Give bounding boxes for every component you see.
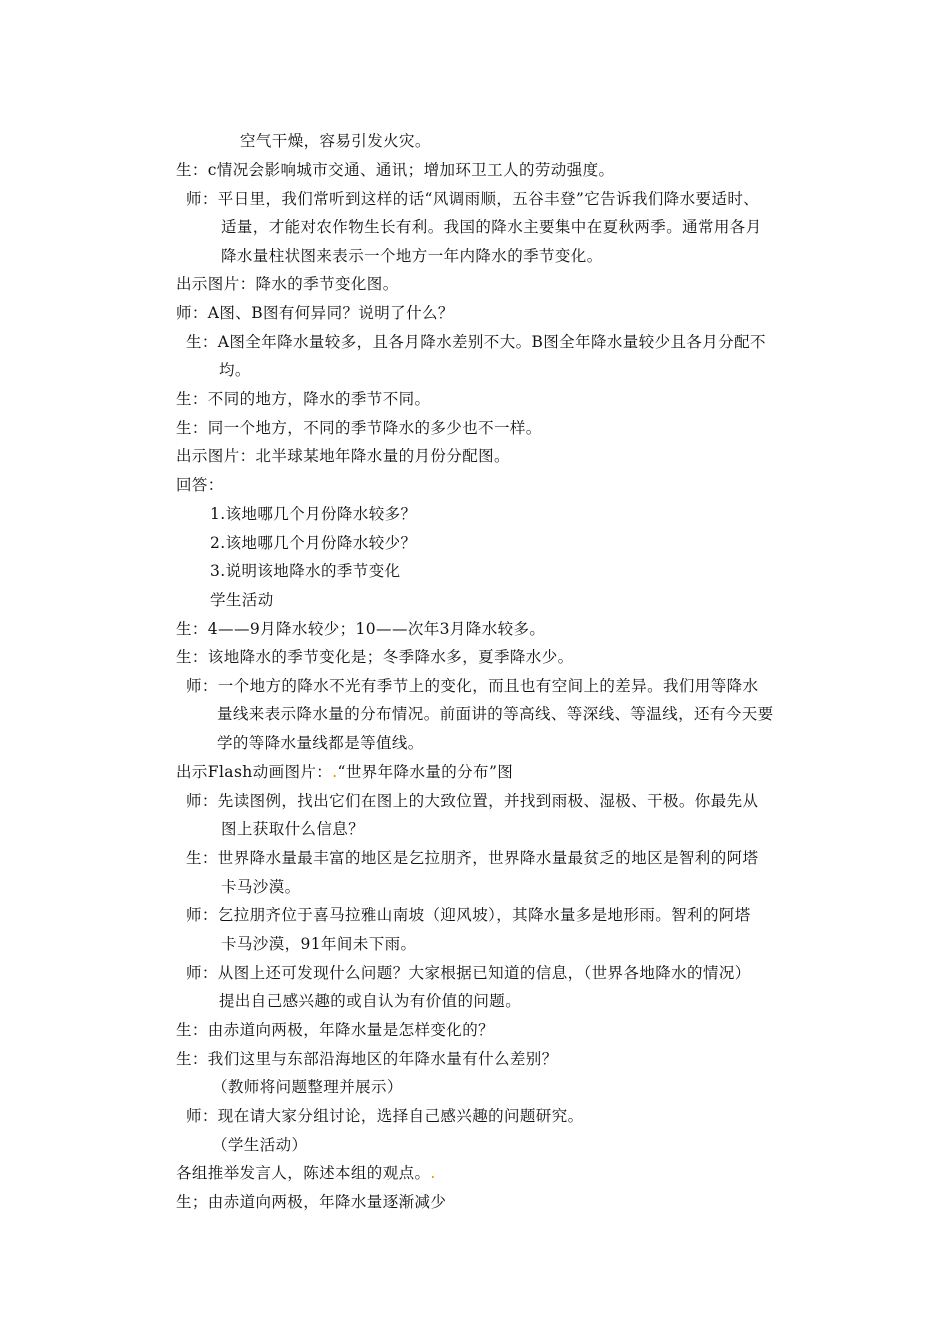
text-line (176, 1163, 436, 1183)
text-line: 适量，才能对农作物生长有利。我国的降水主要集中在夏秋两季。通常用各月 (221, 218, 762, 236)
text-line: 学生活动 (210, 591, 274, 609)
text-line: 师：现在请大家分组讨论，选择自己感兴趣的问题研究。 (186, 1107, 584, 1125)
text-line: 卡马沙漠。 (221, 878, 301, 896)
text-line: 生：我们这里与东部沿海地区的年降水量有什么差别？ (176, 1050, 558, 1068)
stray-mark: . (430, 1164, 436, 1182)
text-line: 生：该地降水的季节变化是；冬季降水多，夏季降水少。 (176, 648, 574, 666)
text-line: 师：乞拉朋齐位于喜马拉雅山南坡（迎风坡），其降水量多是地形雨。智利的阿塔 (186, 906, 751, 924)
text-line: 师：一个地方的降水不光有季节上的变化，而且也有空间上的差异。我们用等降水 (186, 677, 759, 695)
text-line: （学生活动） (212, 1136, 308, 1154)
text-line: 出示图片：北半球某地年降水量的月份分配图。 (176, 447, 510, 465)
text-line: 师：平日里，我们常听到这样的话“风调雨顺，五谷丰登”它告诉我们降水要适时、 (186, 190, 760, 208)
text-line: 生：不同的地方，降水的季节不同。 (176, 390, 431, 408)
text-line: 生：世界降水量最丰富的地区是乞拉朋齐，世界降水量最贫乏的地区是智利的阿塔 (186, 849, 759, 867)
text-line: （教师将问题整理并展示） (212, 1078, 403, 1096)
text-line: 回答： (176, 476, 224, 494)
text-line: 3.说明该地降水的季节变化 (210, 562, 401, 580)
text-line: 师：先读图例，找出它们在图上的大致位置，并找到雨极、湿极、干极。你最先从 (186, 792, 759, 810)
text-line: 师：A图、B图有何异同？说明了什么？ (176, 304, 454, 322)
text-line: 空气干燥，容易引发火灾。 (240, 132, 431, 150)
text-line: 出示图片：降水的季节变化图。 (176, 275, 399, 293)
text-line: 降水量柱状图来表示一个地方一年内降水的季节变化。 (221, 247, 603, 265)
text-line: 生：c情况会影响城市交通、通讯；增加环卫工人的劳动强度。 (176, 161, 615, 179)
text-segment: 出示Flash动画图片： (176, 763, 333, 781)
text-line: 均。 (219, 361, 251, 379)
text-line: 师：从图上还可发现什么问题？大家根据已知道的信息，（世界各地降水的情况） (186, 964, 751, 982)
text-line (176, 762, 513, 782)
text-line: 生：同一个地方，不同的季节降水的多少也不一样。 (176, 419, 542, 437)
text-line: 量线来表示降水量的分布情况。前面讲的等高线、等深线、等温线，还有今天要 (217, 705, 774, 723)
text-segment: 各组推举发言人，陈述本组的观点。 (176, 1164, 431, 1182)
text-line: 卡马沙漠，91年间未下雨。 (221, 935, 417, 953)
text-line: 图上获取什么信息？ (221, 820, 365, 838)
text-line: 生：由赤道向两极，年降水量是怎样变化的？ (176, 1021, 495, 1039)
text-line: 生：4——9月降水较少；10——次年3月降水较多。 (176, 620, 546, 638)
text-line: 提出自己感兴趣的或自认为有价值的问题。 (219, 992, 522, 1010)
text-line: 1.该地哪几个月份降水较多？ (210, 505, 417, 523)
text-segment: “世界年降水量的分布”图 (337, 763, 514, 781)
text-line: 学的等降水量线都是等值线。 (217, 734, 424, 752)
text-line: 生；由赤道向两极，年降水量逐渐减少 (176, 1193, 447, 1211)
stray-mark: . (332, 763, 338, 781)
text-line: 2.该地哪几个月份降水较少？ (210, 534, 417, 552)
text-line: 生：A图全年降水量较多，且各月降水差别不大。B图全年降水量较少且各月分配不 (186, 333, 766, 351)
